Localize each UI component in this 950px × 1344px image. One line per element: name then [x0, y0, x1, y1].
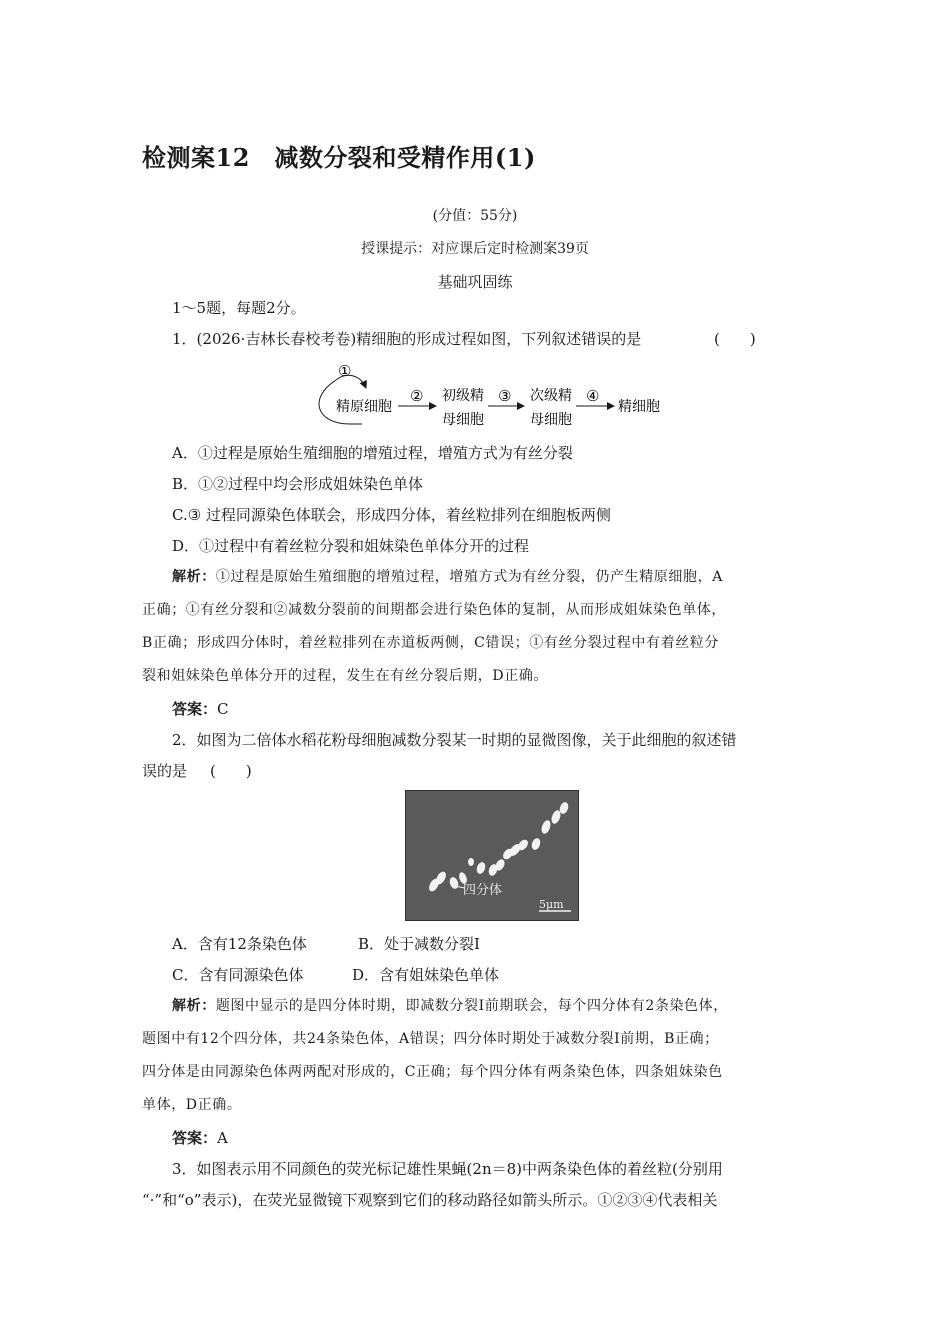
- q2-option-d: D．含有姐妹染色单体: [352, 966, 500, 984]
- q1-stem-text: 1．(2026·吉林长春校考卷)精细胞的形成过程如图，下列叙述错误的是: [172, 330, 642, 348]
- q2-analysis-line-4: 单体，D正确。: [142, 1097, 242, 1113]
- q1-option-c: C.③ 过程同源染色体联会，形成四分体，着丝粒排列在细胞板两侧: [172, 506, 611, 524]
- q1-answer-paren: ( ): [714, 330, 756, 348]
- q1-analysis-line-4: 裂和姐妹染色单体分开的过程，发生在有丝分裂后期，D正确。: [142, 668, 549, 684]
- q1-step-2: ②: [410, 387, 424, 405]
- teaching-tip: 授课提示：对应课后定时检测案39页: [361, 241, 589, 257]
- q1-analysis-line-3: B正确；形成四分体时，着丝粒排列在赤道板两侧，C错误；①有丝分裂过程中有着丝粒分: [142, 635, 719, 651]
- q3-stem-line-2: “·”和“o”表示)，在荧光显微镜下观察到它们的移动路径如箭头所示。①②③④代表相关: [142, 1191, 718, 1209]
- q2-tetrad-label: 四分体: [463, 883, 503, 898]
- q1-step-1: ①: [338, 362, 352, 380]
- q2-micrograph: [405, 790, 579, 921]
- q2-options-row-2: [172, 965, 810, 985]
- section-heading: 基础巩固练: [437, 273, 513, 291]
- q2-option-a: A．含有12条染色体: [172, 935, 307, 953]
- q1-stem: [172, 329, 810, 349]
- q1-stage-primary-b: 母细胞: [442, 412, 484, 428]
- q1-step-4: ④: [586, 387, 600, 405]
- q1-diagram: [316, 358, 676, 434]
- q2-options-row-1: [172, 934, 810, 954]
- q2-stem-line-2: [142, 761, 810, 781]
- q2-analysis-line-2: 题图中有12个四分体，共24条染色体，A错误；四分体时期处于减数分裂Ⅰ前期，B正确；: [142, 1031, 719, 1047]
- q2-answer-value: A: [217, 1129, 228, 1147]
- q1-option-a: A．①过程是原始生殖细胞的增殖过程，增殖方式为有丝分裂: [172, 444, 573, 462]
- q1-stage-sperm-cell: 精细胞: [618, 399, 660, 415]
- q1-stage-secondary-a: 次级精: [530, 388, 572, 404]
- q1-stage-secondary-b: 母细胞: [530, 412, 572, 428]
- q2-stem-text-2: 误的是: [142, 762, 188, 780]
- q1-analysis-text-1: ①过程是原始生殖细胞的增殖过程，增殖方式为有丝分裂，仍产生精原细胞，A: [215, 569, 723, 585]
- q1-option-d: D．①过程中有着丝粒分裂和姐妹染色单体分开的过程: [172, 537, 530, 555]
- q1-step-3: ③: [498, 387, 512, 405]
- q1-answer-label: 答案：: [172, 700, 218, 718]
- q2-answer: [172, 1128, 810, 1148]
- q2-scale-label: 5μm: [539, 898, 564, 911]
- q1-stage-primary-a: 初级精: [442, 388, 484, 404]
- q2-analysis-text-1: 题图中显示的是四分体时期，即减数分裂Ⅰ前期联会，每个四分体有2条染色体，: [215, 998, 728, 1014]
- q2-option-c: C．含有同源染色体: [172, 966, 304, 984]
- q1-stage-spermatogonium: 精原细胞: [336, 399, 392, 415]
- q2-answer-label: 答案：: [172, 1129, 218, 1147]
- q1-analysis-line-1: [172, 567, 810, 587]
- q3-stem-line-1: 3．如图表示用不同颜色的荧光标记雄性果蝇(2n＝8)中两条染色体的着丝粒(分别用: [172, 1160, 723, 1178]
- score-note: (分值：55分): [432, 208, 518, 224]
- q1-answer: [172, 699, 810, 719]
- instruction: 1～5题，每题2分。: [172, 299, 306, 317]
- q2-stem-line-1: 2．如图为二倍体水稻花粉母细胞减数分裂某一时期的显微图像，关于此细胞的叙述错: [172, 731, 737, 749]
- q1-answer-value: C: [217, 700, 229, 718]
- q2-option-b: B．处于减数分裂Ⅰ: [358, 935, 480, 953]
- q1-analysis-line-2: 正确；①有丝分裂和②减数分裂前的间期都会进行染色体的复制，从而形成姐妹染色单体，: [142, 602, 726, 618]
- page-title: 检测案12 减数分裂和受精作用(1): [142, 143, 536, 172]
- q1-option-b: B．①②过程中均会形成姐妹染色单体: [172, 475, 424, 493]
- q2-analysis-label: 解析：: [172, 998, 216, 1014]
- q2-analysis-line-1: [172, 996, 810, 1016]
- q2-answer-paren: ( ): [210, 762, 252, 780]
- q1-analysis-label: 解析：: [172, 569, 216, 585]
- q2-analysis-line-3: 四分体是由同源染色体两两配对形成的，C正确；每个四分体有两条染色体，四条姐妹染色: [142, 1064, 723, 1080]
